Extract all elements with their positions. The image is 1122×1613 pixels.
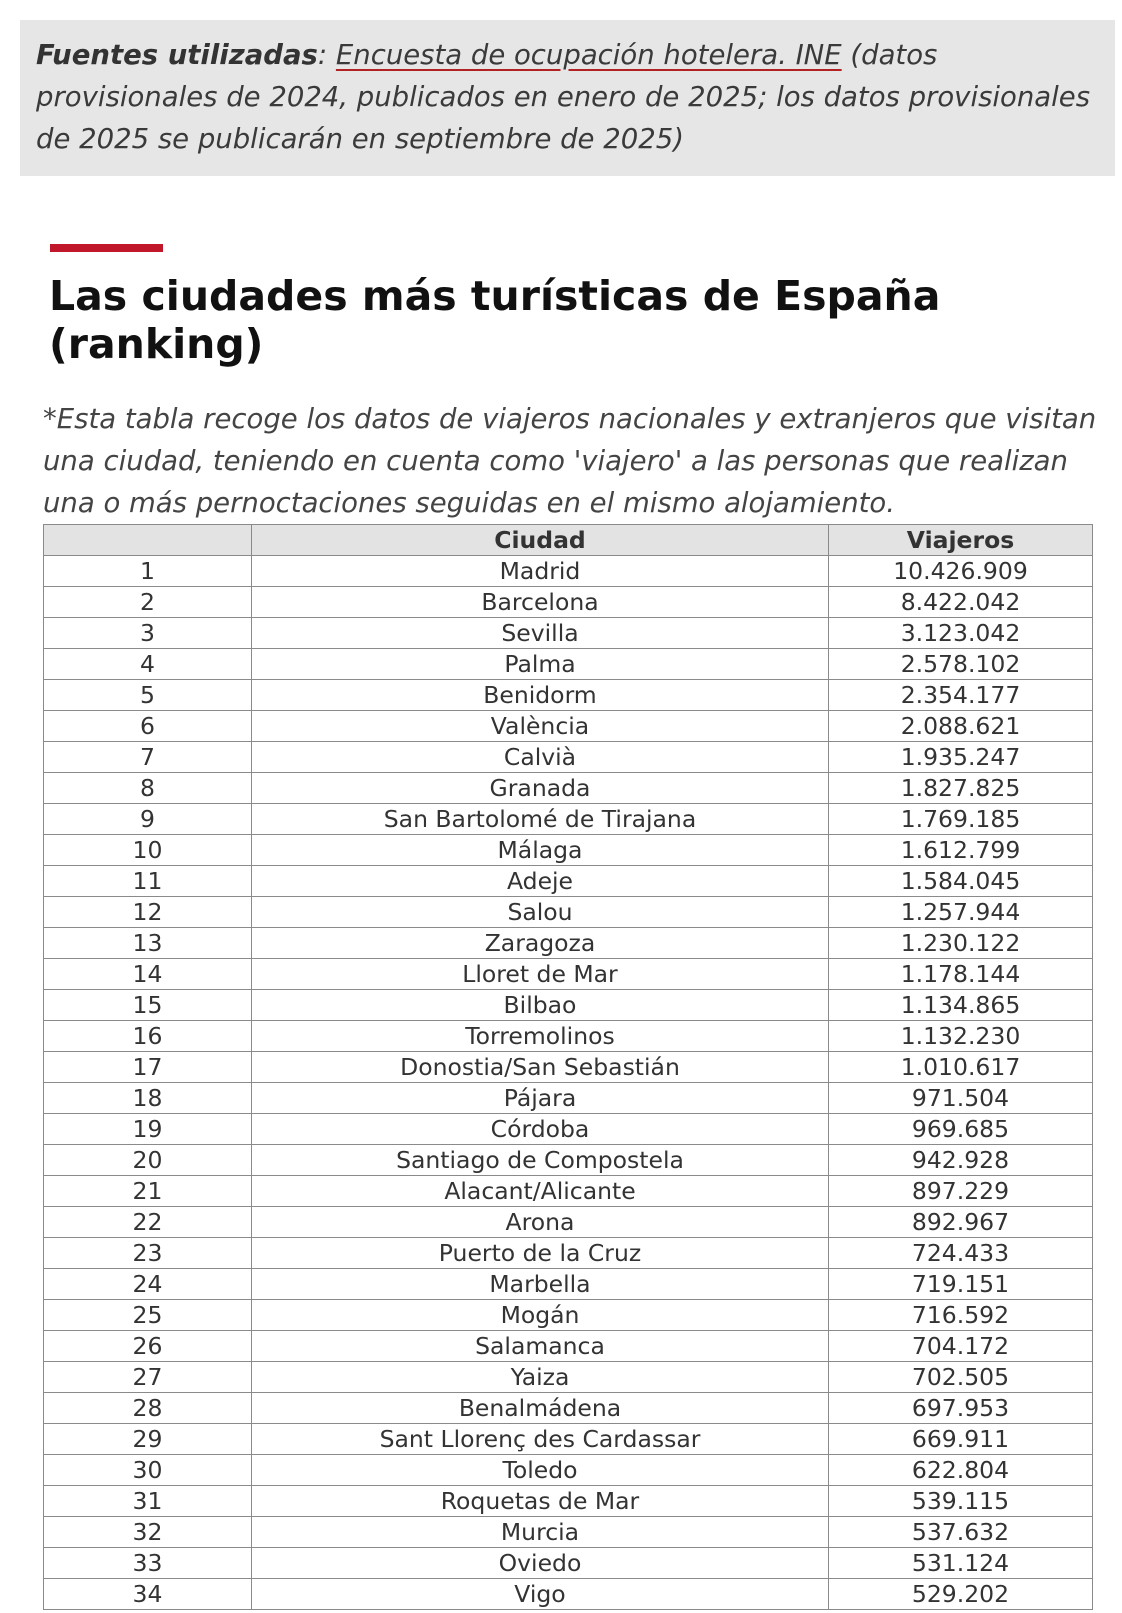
cell-city: Toledo <box>252 1455 829 1486</box>
cell-rank: 28 <box>44 1393 252 1424</box>
sources-separator: : <box>317 39 336 71</box>
table-row <box>44 1083 1093 1114</box>
cell-rank: 23 <box>44 1238 252 1269</box>
cell-travelers: 531.124 <box>829 1548 1093 1579</box>
table-header-row <box>44 525 1093 556</box>
cell-travelers: 704.172 <box>829 1331 1093 1362</box>
cell-city: Lloret de Mar <box>252 959 829 990</box>
cell-rank: 9 <box>44 804 252 835</box>
cell-travelers: 724.433 <box>829 1238 1093 1269</box>
table-row <box>44 1579 1093 1610</box>
cell-city: Barcelona <box>252 587 829 618</box>
cell-rank: 14 <box>44 959 252 990</box>
ine-survey-link[interactable]: Encuesta de ocupación hotelera. INE <box>335 39 842 71</box>
cell-rank: 27 <box>44 1362 252 1393</box>
cell-travelers: 969.685 <box>829 1114 1093 1145</box>
table-row <box>44 1424 1093 1455</box>
cell-travelers: 1.178.144 <box>829 959 1093 990</box>
cell-rank: 10 <box>44 835 252 866</box>
table-row <box>44 804 1093 835</box>
cell-rank: 4 <box>44 649 252 680</box>
table-row <box>44 866 1093 897</box>
table-row <box>44 1052 1093 1083</box>
table-row <box>44 773 1093 804</box>
cell-city: Oviedo <box>252 1548 829 1579</box>
page-title: Las ciudades más turísticas de España (ranking) <box>49 272 941 368</box>
cell-rank: 3 <box>44 618 252 649</box>
cell-city: Zaragoza <box>252 928 829 959</box>
cell-rank: 22 <box>44 1207 252 1238</box>
table-row <box>44 680 1093 711</box>
cell-rank: 12 <box>44 897 252 928</box>
cell-travelers: 3.123.042 <box>829 618 1093 649</box>
table-row <box>44 1300 1093 1331</box>
cell-city: Benidorm <box>252 680 829 711</box>
table-row <box>44 649 1093 680</box>
cell-city: Madrid <box>252 556 829 587</box>
cell-travelers: 1.257.944 <box>829 897 1093 928</box>
cell-rank: 16 <box>44 1021 252 1052</box>
cell-travelers: 697.953 <box>829 1393 1093 1424</box>
table-row <box>44 1114 1093 1145</box>
cell-travelers: 1.010.617 <box>829 1052 1093 1083</box>
cell-rank: 30 <box>44 1455 252 1486</box>
cell-travelers: 2.354.177 <box>829 680 1093 711</box>
cell-rank: 1 <box>44 556 252 587</box>
table-row <box>44 897 1093 928</box>
cell-rank: 21 <box>44 1176 252 1207</box>
cell-city: San Bartolomé de Tirajana <box>252 804 829 835</box>
cell-city: Arona <box>252 1207 829 1238</box>
ranking-table <box>43 524 1093 1610</box>
cell-travelers: 1.827.825 <box>829 773 1093 804</box>
table-row <box>44 1455 1093 1486</box>
table-row <box>44 1021 1093 1052</box>
cell-city: Málaga <box>252 835 829 866</box>
table-row <box>44 1269 1093 1300</box>
table-row <box>44 1331 1093 1362</box>
table-note: *Esta tabla recoge los datos de viajeros nacionales y extranjeros que visitan una ciudad, teniendo en cuenta como 'viajero' a las personas que realizan una o más pernoctaciones seguidas en el mismo alojamiento. <box>43 403 1097 519</box>
cell-travelers: 1.935.247 <box>829 742 1093 773</box>
cell-city: Puerto de la Cruz <box>252 1238 829 1269</box>
cell-rank: 20 <box>44 1145 252 1176</box>
cell-travelers: 719.151 <box>829 1269 1093 1300</box>
cell-travelers: 1.612.799 <box>829 835 1093 866</box>
cell-city: Adeje <box>252 866 829 897</box>
cell-rank: 18 <box>44 1083 252 1114</box>
table-row <box>44 711 1093 742</box>
header-city: Ciudad <box>252 525 829 556</box>
cell-city: Roquetas de Mar <box>252 1486 829 1517</box>
cell-city: Vigo <box>252 1579 829 1610</box>
cell-travelers: 2.578.102 <box>829 649 1093 680</box>
cell-travelers: 622.804 <box>829 1455 1093 1486</box>
cell-city: Marbella <box>252 1269 829 1300</box>
table-row <box>44 1517 1093 1548</box>
cell-city: Palma <box>252 649 829 680</box>
cell-travelers: 8.422.042 <box>829 587 1093 618</box>
cell-city: Torremolinos <box>252 1021 829 1052</box>
table-row <box>44 587 1093 618</box>
cell-city: Benalmádena <box>252 1393 829 1424</box>
cell-rank: 25 <box>44 1300 252 1331</box>
cell-city: Sant Llorenç des Cardassar <box>252 1424 829 1455</box>
table-row <box>44 990 1093 1021</box>
cell-travelers: 529.202 <box>829 1579 1093 1610</box>
sources-text <box>36 34 1099 160</box>
cell-rank: 29 <box>44 1424 252 1455</box>
cell-city: Yaiza <box>252 1362 829 1393</box>
table-row <box>44 742 1093 773</box>
cell-travelers: 2.088.621 <box>829 711 1093 742</box>
cell-rank: 2 <box>44 587 252 618</box>
cell-travelers: 702.505 <box>829 1362 1093 1393</box>
cell-travelers: 1.230.122 <box>829 928 1093 959</box>
table-row <box>44 1486 1093 1517</box>
sources-rest: (datos provisionales de 2024, publicados en enero de 2025; los datos provisionales de 2025 se publicarán en septiembre de 2025) <box>36 39 1091 155</box>
cell-rank: 34 <box>44 1579 252 1610</box>
cell-rank: 33 <box>44 1548 252 1579</box>
sources-label: Fuentes utilizadas <box>36 39 318 71</box>
cell-city: Salamanca <box>252 1331 829 1362</box>
cell-travelers: 10.426.909 <box>829 556 1093 587</box>
cell-city: Salou <box>252 897 829 928</box>
cell-city: Calvià <box>252 742 829 773</box>
cell-travelers: 539.115 <box>829 1486 1093 1517</box>
cell-rank: 19 <box>44 1114 252 1145</box>
cell-city: Sevilla <box>252 618 829 649</box>
cell-rank: 13 <box>44 928 252 959</box>
table-row <box>44 1548 1093 1579</box>
cell-rank: 15 <box>44 990 252 1021</box>
cell-rank: 6 <box>44 711 252 742</box>
cell-rank: 5 <box>44 680 252 711</box>
cell-city: Murcia <box>252 1517 829 1548</box>
cell-city: Alacant/Alicante <box>252 1176 829 1207</box>
table-row <box>44 1176 1093 1207</box>
table-row <box>44 618 1093 649</box>
cell-travelers: 1.134.865 <box>829 990 1093 1021</box>
cell-travelers: 669.911 <box>829 1424 1093 1455</box>
cell-rank: 24 <box>44 1269 252 1300</box>
table-row <box>44 1207 1093 1238</box>
cell-rank: 8 <box>44 773 252 804</box>
cell-travelers: 892.967 <box>829 1207 1093 1238</box>
table-row <box>44 1393 1093 1424</box>
header-travelers: Viajeros <box>829 525 1093 556</box>
cell-rank: 17 <box>44 1052 252 1083</box>
cell-travelers: 537.632 <box>829 1517 1093 1548</box>
table-body <box>44 556 1093 1610</box>
cell-city: Granada <box>252 773 829 804</box>
cell-city: Mogán <box>252 1300 829 1331</box>
table-row <box>44 556 1093 587</box>
cell-travelers: 971.504 <box>829 1083 1093 1114</box>
cell-city: Bilbao <box>252 990 829 1021</box>
cell-city: Córdoba <box>252 1114 829 1145</box>
cell-travelers: 1.769.185 <box>829 804 1093 835</box>
table-row <box>44 1238 1093 1269</box>
cell-rank: 7 <box>44 742 252 773</box>
cell-rank: 11 <box>44 866 252 897</box>
cell-travelers: 1.584.045 <box>829 866 1093 897</box>
cell-city: Santiago de Compostela <box>252 1145 829 1176</box>
cell-travelers: 897.229 <box>829 1176 1093 1207</box>
table-row <box>44 1145 1093 1176</box>
table-row <box>44 959 1093 990</box>
header-rank <box>44 525 252 556</box>
title-accent-bar <box>50 244 163 252</box>
cell-city: Pájara <box>252 1083 829 1114</box>
cell-rank: 31 <box>44 1486 252 1517</box>
sources-box <box>20 20 1115 176</box>
cell-city: València <box>252 711 829 742</box>
table-row <box>44 928 1093 959</box>
cell-travelers: 1.132.230 <box>829 1021 1093 1052</box>
table-row <box>44 1362 1093 1393</box>
cell-travelers: 942.928 <box>829 1145 1093 1176</box>
cell-travelers: 716.592 <box>829 1300 1093 1331</box>
cell-city: Donostia/San Sebastián <box>252 1052 829 1083</box>
cell-rank: 26 <box>44 1331 252 1362</box>
table-row <box>44 835 1093 866</box>
cell-rank: 32 <box>44 1517 252 1548</box>
